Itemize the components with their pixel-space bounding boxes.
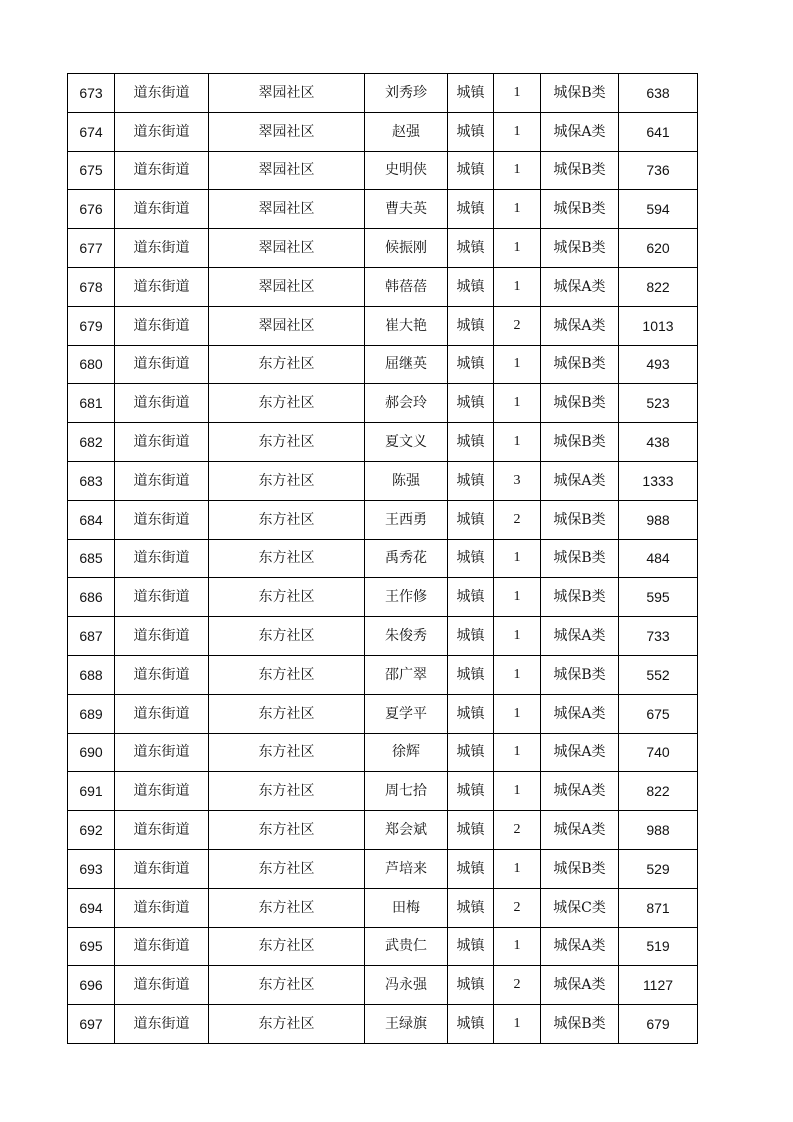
street-cell: 道东街道 xyxy=(115,772,209,811)
household-type-cell: 城镇 xyxy=(448,655,494,694)
category-cell: 城保A类 xyxy=(541,927,619,966)
community-cell: 东方社区 xyxy=(209,927,365,966)
household-type-cell: 城镇 xyxy=(448,229,494,268)
street-cell: 道东街道 xyxy=(115,617,209,656)
table-row xyxy=(68,849,698,888)
category-cell: 城保B类 xyxy=(541,578,619,617)
person-count-cell: 1 xyxy=(494,539,541,578)
person-count-cell: 1 xyxy=(494,74,541,113)
amount-cell: 988 xyxy=(619,500,698,539)
table-row xyxy=(68,927,698,966)
name-cell: 冯永强 xyxy=(365,966,448,1005)
category-cell: 城保A类 xyxy=(541,267,619,306)
household-type-cell: 城镇 xyxy=(448,966,494,1005)
household-type-cell: 城镇 xyxy=(448,500,494,539)
community-cell: 东方社区 xyxy=(209,966,365,1005)
name-cell: 朱俊秀 xyxy=(365,617,448,656)
table-row xyxy=(68,539,698,578)
row-number: 673 xyxy=(68,74,115,113)
row-number: 696 xyxy=(68,966,115,1005)
person-count-cell: 1 xyxy=(494,927,541,966)
recipient-table xyxy=(67,73,698,1044)
amount-cell: 552 xyxy=(619,655,698,694)
amount-cell: 1127 xyxy=(619,966,698,1005)
person-count-cell: 1 xyxy=(494,190,541,229)
row-number: 674 xyxy=(68,112,115,151)
person-count-cell: 1 xyxy=(494,655,541,694)
amount-cell: 595 xyxy=(619,578,698,617)
street-cell: 道东街道 xyxy=(115,888,209,927)
street-cell: 道东街道 xyxy=(115,811,209,850)
community-cell: 东方社区 xyxy=(209,811,365,850)
household-type-cell: 城镇 xyxy=(448,345,494,384)
name-cell: 王绿旗 xyxy=(365,1005,448,1044)
household-type-cell: 城镇 xyxy=(448,617,494,656)
person-count-cell: 1 xyxy=(494,384,541,423)
row-number: 686 xyxy=(68,578,115,617)
street-cell: 道东街道 xyxy=(115,578,209,617)
name-cell: 邵广翠 xyxy=(365,655,448,694)
street-cell: 道东街道 xyxy=(115,694,209,733)
community-cell: 东方社区 xyxy=(209,772,365,811)
name-cell: 赵强 xyxy=(365,112,448,151)
community-cell: 翠园社区 xyxy=(209,74,365,113)
row-number: 697 xyxy=(68,1005,115,1044)
person-count-cell: 1 xyxy=(494,1005,541,1044)
person-count-cell: 1 xyxy=(494,849,541,888)
row-number: 691 xyxy=(68,772,115,811)
name-cell: 陈强 xyxy=(365,461,448,500)
community-cell: 东方社区 xyxy=(209,461,365,500)
person-count-cell: 1 xyxy=(494,694,541,733)
row-number: 687 xyxy=(68,617,115,656)
person-count-cell: 2 xyxy=(494,500,541,539)
name-cell: 曹夫英 xyxy=(365,190,448,229)
street-cell: 道东街道 xyxy=(115,306,209,345)
table-row xyxy=(68,617,698,656)
name-cell: 屈继英 xyxy=(365,345,448,384)
household-type-cell: 城镇 xyxy=(448,733,494,772)
row-number: 679 xyxy=(68,306,115,345)
street-cell: 道东街道 xyxy=(115,267,209,306)
amount-cell: 822 xyxy=(619,772,698,811)
household-type-cell: 城镇 xyxy=(448,772,494,811)
category-cell: 城保B类 xyxy=(541,849,619,888)
household-type-cell: 城镇 xyxy=(448,267,494,306)
street-cell: 道东街道 xyxy=(115,500,209,539)
person-count-cell: 1 xyxy=(494,345,541,384)
row-number: 688 xyxy=(68,655,115,694)
row-number: 677 xyxy=(68,229,115,268)
table-row xyxy=(68,694,698,733)
household-type-cell: 城镇 xyxy=(448,694,494,733)
household-type-cell: 城镇 xyxy=(448,849,494,888)
name-cell: 田梅 xyxy=(365,888,448,927)
category-cell: 城保A类 xyxy=(541,772,619,811)
table-row xyxy=(68,345,698,384)
name-cell: 禹秀花 xyxy=(365,539,448,578)
household-type-cell: 城镇 xyxy=(448,306,494,345)
name-cell: 王作修 xyxy=(365,578,448,617)
category-cell: 城保A类 xyxy=(541,733,619,772)
amount-cell: 740 xyxy=(619,733,698,772)
community-cell: 翠园社区 xyxy=(209,306,365,345)
community-cell: 翠园社区 xyxy=(209,151,365,190)
person-count-cell: 1 xyxy=(494,267,541,306)
table-row xyxy=(68,733,698,772)
row-number: 675 xyxy=(68,151,115,190)
category-cell: 城保A类 xyxy=(541,694,619,733)
household-type-cell: 城镇 xyxy=(448,539,494,578)
table-row xyxy=(68,423,698,462)
amount-cell: 988 xyxy=(619,811,698,850)
person-count-cell: 2 xyxy=(494,966,541,1005)
household-type-cell: 城镇 xyxy=(448,811,494,850)
household-type-cell: 城镇 xyxy=(448,1005,494,1044)
table-row xyxy=(68,1005,698,1044)
amount-cell: 438 xyxy=(619,423,698,462)
name-cell: 刘秀珍 xyxy=(365,74,448,113)
category-cell: 城保B类 xyxy=(541,539,619,578)
category-cell: 城保A类 xyxy=(541,966,619,1005)
name-cell: 武贵仁 xyxy=(365,927,448,966)
row-number: 692 xyxy=(68,811,115,850)
table-row xyxy=(68,772,698,811)
name-cell: 韩蓓蓓 xyxy=(365,267,448,306)
row-number: 693 xyxy=(68,849,115,888)
amount-cell: 733 xyxy=(619,617,698,656)
street-cell: 道东街道 xyxy=(115,849,209,888)
category-cell: 城保B类 xyxy=(541,229,619,268)
street-cell: 道东街道 xyxy=(115,423,209,462)
community-cell: 东方社区 xyxy=(209,888,365,927)
person-count-cell: 1 xyxy=(494,423,541,462)
name-cell: 郝会玲 xyxy=(365,384,448,423)
community-cell: 翠园社区 xyxy=(209,190,365,229)
category-cell: 城保B类 xyxy=(541,345,619,384)
name-cell: 候振刚 xyxy=(365,229,448,268)
street-cell: 道东街道 xyxy=(115,112,209,151)
name-cell: 徐辉 xyxy=(365,733,448,772)
amount-cell: 675 xyxy=(619,694,698,733)
community-cell: 东方社区 xyxy=(209,500,365,539)
community-cell: 翠园社区 xyxy=(209,112,365,151)
amount-cell: 1333 xyxy=(619,461,698,500)
person-count-cell: 1 xyxy=(494,578,541,617)
table-row xyxy=(68,461,698,500)
row-number: 684 xyxy=(68,500,115,539)
name-cell: 郑会斌 xyxy=(365,811,448,850)
amount-cell: 620 xyxy=(619,229,698,268)
household-type-cell: 城镇 xyxy=(448,888,494,927)
amount-cell: 523 xyxy=(619,384,698,423)
name-cell: 王西勇 xyxy=(365,500,448,539)
table-row xyxy=(68,811,698,850)
table-row xyxy=(68,888,698,927)
person-count-cell: 1 xyxy=(494,772,541,811)
community-cell: 东方社区 xyxy=(209,617,365,656)
community-cell: 东方社区 xyxy=(209,539,365,578)
table-row xyxy=(68,74,698,113)
category-cell: 城保A类 xyxy=(541,811,619,850)
name-cell: 芦培来 xyxy=(365,849,448,888)
category-cell: 城保B类 xyxy=(541,190,619,229)
row-number: 685 xyxy=(68,539,115,578)
amount-cell: 679 xyxy=(619,1005,698,1044)
person-count-cell: 2 xyxy=(494,811,541,850)
table-row xyxy=(68,384,698,423)
street-cell: 道东街道 xyxy=(115,1005,209,1044)
table-row xyxy=(68,151,698,190)
household-type-cell: 城镇 xyxy=(448,578,494,617)
table-row xyxy=(68,966,698,1005)
row-number: 681 xyxy=(68,384,115,423)
category-cell: 城保B类 xyxy=(541,384,619,423)
community-cell: 东方社区 xyxy=(209,694,365,733)
amount-cell: 638 xyxy=(619,74,698,113)
amount-cell: 1013 xyxy=(619,306,698,345)
person-count-cell: 1 xyxy=(494,229,541,268)
amount-cell: 529 xyxy=(619,849,698,888)
household-type-cell: 城镇 xyxy=(448,423,494,462)
table-row xyxy=(68,112,698,151)
category-cell: 城保A类 xyxy=(541,112,619,151)
row-number: 680 xyxy=(68,345,115,384)
person-count-cell: 2 xyxy=(494,888,541,927)
table-row xyxy=(68,578,698,617)
category-cell: 城保B类 xyxy=(541,655,619,694)
row-number: 690 xyxy=(68,733,115,772)
category-cell: 城保B类 xyxy=(541,1005,619,1044)
row-number: 689 xyxy=(68,694,115,733)
category-cell: 城保C类 xyxy=(541,888,619,927)
community-cell: 翠园社区 xyxy=(209,229,365,268)
amount-cell: 484 xyxy=(619,539,698,578)
category-cell: 城保B类 xyxy=(541,423,619,462)
person-count-cell: 2 xyxy=(494,306,541,345)
street-cell: 道东街道 xyxy=(115,74,209,113)
amount-cell: 594 xyxy=(619,190,698,229)
street-cell: 道东街道 xyxy=(115,733,209,772)
household-type-cell: 城镇 xyxy=(448,461,494,500)
table-row xyxy=(68,655,698,694)
person-count-cell: 1 xyxy=(494,112,541,151)
community-cell: 东方社区 xyxy=(209,345,365,384)
category-cell: 城保B类 xyxy=(541,500,619,539)
street-cell: 道东街道 xyxy=(115,190,209,229)
table-body xyxy=(68,74,698,1044)
street-cell: 道东街道 xyxy=(115,345,209,384)
amount-cell: 822 xyxy=(619,267,698,306)
person-count-cell: 1 xyxy=(494,617,541,656)
street-cell: 道东街道 xyxy=(115,539,209,578)
row-number: 683 xyxy=(68,461,115,500)
name-cell: 夏文义 xyxy=(365,423,448,462)
household-type-cell: 城镇 xyxy=(448,384,494,423)
name-cell: 崔大艳 xyxy=(365,306,448,345)
street-cell: 道东街道 xyxy=(115,655,209,694)
row-number: 695 xyxy=(68,927,115,966)
category-cell: 城保A类 xyxy=(541,306,619,345)
household-type-cell: 城镇 xyxy=(448,74,494,113)
community-cell: 东方社区 xyxy=(209,423,365,462)
street-cell: 道东街道 xyxy=(115,461,209,500)
name-cell: 周七拾 xyxy=(365,772,448,811)
community-cell: 翠园社区 xyxy=(209,267,365,306)
table-row xyxy=(68,500,698,539)
table-row xyxy=(68,229,698,268)
amount-cell: 736 xyxy=(619,151,698,190)
community-cell: 东方社区 xyxy=(209,655,365,694)
name-cell: 夏学平 xyxy=(365,694,448,733)
row-number: 676 xyxy=(68,190,115,229)
street-cell: 道东街道 xyxy=(115,384,209,423)
amount-cell: 871 xyxy=(619,888,698,927)
table-row xyxy=(68,190,698,229)
person-count-cell: 1 xyxy=(494,151,541,190)
household-type-cell: 城镇 xyxy=(448,927,494,966)
person-count-cell: 1 xyxy=(494,733,541,772)
household-type-cell: 城镇 xyxy=(448,190,494,229)
street-cell: 道东街道 xyxy=(115,966,209,1005)
amount-cell: 519 xyxy=(619,927,698,966)
street-cell: 道东街道 xyxy=(115,927,209,966)
person-count-cell: 3 xyxy=(494,461,541,500)
row-number: 694 xyxy=(68,888,115,927)
community-cell: 东方社区 xyxy=(209,578,365,617)
name-cell: 史明侠 xyxy=(365,151,448,190)
category-cell: 城保B类 xyxy=(541,74,619,113)
street-cell: 道东街道 xyxy=(115,229,209,268)
community-cell: 东方社区 xyxy=(209,849,365,888)
street-cell: 道东街道 xyxy=(115,151,209,190)
category-cell: 城保A类 xyxy=(541,617,619,656)
category-cell: 城保B类 xyxy=(541,151,619,190)
table-row xyxy=(68,306,698,345)
table-row xyxy=(68,267,698,306)
community-cell: 东方社区 xyxy=(209,384,365,423)
row-number: 682 xyxy=(68,423,115,462)
category-cell: 城保A类 xyxy=(541,461,619,500)
community-cell: 东方社区 xyxy=(209,1005,365,1044)
household-type-cell: 城镇 xyxy=(448,151,494,190)
household-type-cell: 城镇 xyxy=(448,112,494,151)
amount-cell: 641 xyxy=(619,112,698,151)
amount-cell: 493 xyxy=(619,345,698,384)
row-number: 678 xyxy=(68,267,115,306)
community-cell: 东方社区 xyxy=(209,733,365,772)
